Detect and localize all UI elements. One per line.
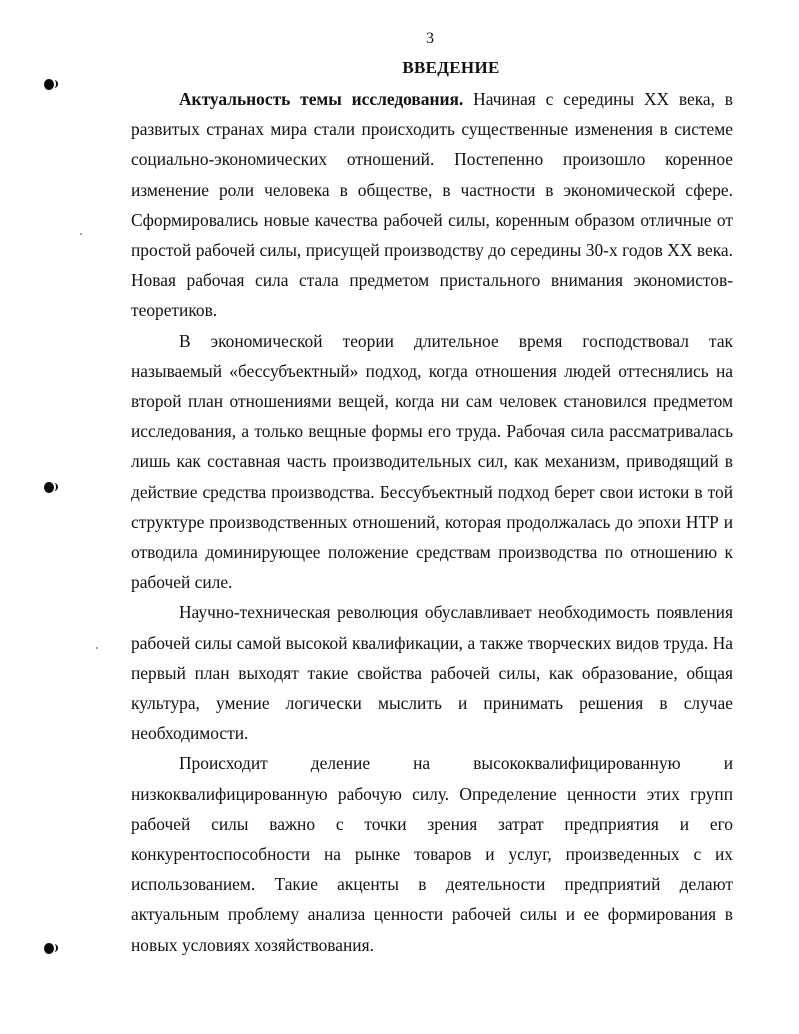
paragraph-4: Происходит деление на высококвалифицированную и низкоквалифицированную рабочую силу. Определение ценности этих групп рабочей силы важно с точки зрения затрат предприятия и его конкурентоспособности на рынке товаров и услуг, произведенных с их использованием. Такие акценты в деятельности предприятий делают актуальным проблему анализа ценности рабочей силы и ее формирования в новых условиях хозяйствования. <box>131 753 733 955</box>
scan-speck <box>80 233 82 235</box>
document-body <box>131 84 733 960</box>
scan-speck <box>96 647 98 649</box>
page-number: 3 <box>426 30 434 47</box>
paragraph-1 <box>131 84 733 326</box>
paragraph-1-text: Начиная с середины XX века, в развитых странах мира стали происходить существенные изменения в системе социально-экономических отношений. Постепенно произошло коренное изменение роли человека в обществе, в частности в экономической сфере. Сформировались новые качества рабочей силы, коренным образом отличные от простой рабочей силы, присущей производству до середины 30-х годов XX века. Новая рабочая сила стала предметом пристального внимания экономистов-теоретиков. <box>131 89 734 321</box>
lead-heading: Актуальность темы исследования. <box>179 89 464 109</box>
punch-hole-mark-icon <box>44 482 54 493</box>
section-title: ВВЕДЕНИЕ <box>402 58 500 77</box>
paragraph-3: Научно-техническая революция обуславливает необходимость появления рабочей силы самой высокой квалификации, а также творческих видов труда. На первый план выходят такие свойства рабочей силы, как образование, общая культура, умение логически мыслить и принимать решения в случае необходимости. <box>131 602 733 744</box>
punch-hole-mark-icon <box>44 79 54 90</box>
punch-hole-mark-icon <box>44 943 54 954</box>
paragraph-2: В экономической теории длительное время господствовал так называемый «бессубъектный» подход, когда отношения людей оттеснялись на второй план отношениями вещей, когда ни сам человек становился предметом исследования, а только вещные формы его труда. Рабочая сила рассматривалась лишь как составная часть производительных сил, как механизм, приводящий в действие средства производства. Бессубъектный подход берет свои истоки в той структуре производственных отношений, которая продолжалась до эпохи НТР и отводила доминирующее положение средствам производства по отношению к рабочей силе. <box>131 330 733 593</box>
